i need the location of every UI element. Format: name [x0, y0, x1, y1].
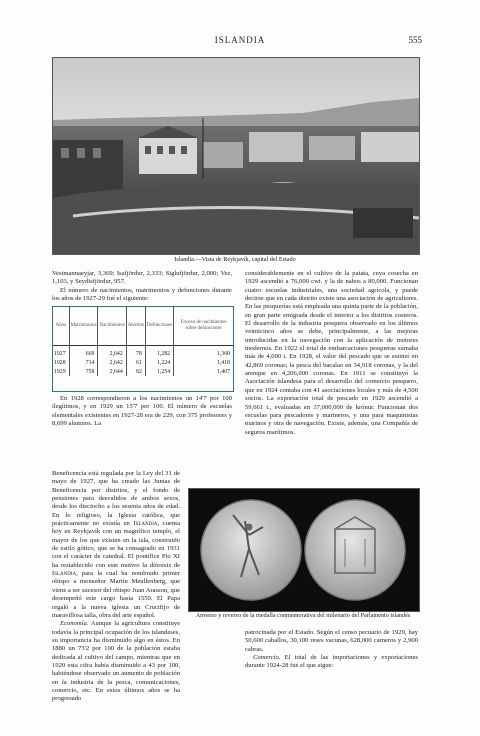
table-cell: 1929 — [54, 369, 66, 375]
body-text: Beneficencia está regulada por la Ley del 31 de mayo de 1927, que ha creado las Juntas de Beneficencia por distritos, y el fondo de pensiones para desvalidos de ambos sexos, desde los dieciocho a los sesenta años de edad. En lo religioso, la Iglesia católica, que prácticamente no existía en — [52, 470, 180, 528]
intro-table-lead: El número de nacimientos, matrimonios y defunciones durante los años de 1927-29 fué el siguiente: — [52, 286, 232, 303]
right-column-body — [245, 270, 418, 437]
body-paragraph — [52, 470, 180, 620]
section-label: Comercio. — [253, 654, 281, 662]
table-cell: 1928 — [54, 360, 66, 366]
medal-photo — [188, 488, 420, 612]
table-cell: 1,224 — [145, 358, 173, 367]
table-header-cell: Matrimonios — [69, 307, 98, 346]
table-cell: 714 — [69, 358, 98, 367]
page-number: 555 — [408, 35, 422, 45]
left-column-body-narrow — [52, 470, 180, 704]
reykjavik-photo-image — [53, 58, 419, 254]
table-cell: 61 — [126, 358, 145, 367]
table-cell: 2,644 — [98, 367, 126, 376]
medal-caption: Anverso y reverso de la medalla conmemorativa del milenario del Parlamento islandés — [195, 612, 411, 619]
left-column-intro — [52, 270, 232, 303]
body-text: , cuenta hoy en Reykjavík con un magnífico templo, el mayor de los que existen en la isla, construido de estilo gótico, que se ha consagrado en 1931 con el carácter de catedral. El pontífice Pío XI ha restablecido con este motivo la diócesis de — [52, 520, 180, 569]
table-header-cell: Exceso de nacimientos sobre defunciones — [174, 307, 233, 346]
section-label: Economía. — [60, 620, 89, 628]
medal-reverse — [305, 500, 405, 600]
table-cell: 2,642 — [98, 346, 126, 359]
body-text: Aunque la agricultura constituye todavía la principal ocupación de los islandeses, su importancia ha disminuido algo en éstos. En 1880 un 73'2 por 100 de la población estaba dedicada al cultivo del campo, mientras que en 1920 esta cifra había disminuido a 43 por 100, habiéndose observado un aumento de población en la industria de la pesca, comunicaciones, comercio, etc. En estos últimos años se ha progresado — [52, 620, 180, 703]
running-header: ISLANDIA — [214, 35, 266, 45]
body-text: El total de las importaciones y exportaciones durante 1924-28 fué el que sigue: — [245, 654, 418, 670]
table-cell: 1,254 — [145, 367, 173, 376]
right-column-bottom — [245, 629, 418, 671]
country-name: Islandia — [133, 520, 158, 528]
body-paragraph: En 1928 correspondieron a los nacimientos un 14'7 por 100 ilegítimos, y en 1929 un 15'7 por 100. El número de escuelas elementales existentes en 1927-28 era de 229, con 375 profesores y 8,699 alumnos. La — [52, 395, 232, 428]
table-row — [53, 358, 233, 367]
table-header-cell: Defunciones — [145, 307, 173, 346]
table-cell: 78 — [126, 346, 145, 359]
intro-text: Vestmannaeyjar, 3,369; Isafjördur, 2,333; Siglufjördur, 2,000; Vez, 1,103, y Seydisfjördur, 957. — [52, 270, 232, 286]
table-cell: 1,360 — [174, 346, 233, 359]
medal-image — [189, 489, 419, 611]
table-cell: 669 — [69, 346, 98, 359]
body-paragraph: considerablemente en el cultivo de la patata, cuya cosecha en 1929 ascendió a 76,000 cwt. y la de nabos a 80,000. Funcionan cuatro escuelas industriales, una sociedad agrícola, y puede decirse que en cada distrito existe una asociación de agricultores. En las pesquerías está empleada una quinta parte de la población, en gran parte emigrada desde el interior a los distritos costeros. El desarrollo de la industria pesquera observado en los últimos veinticinco años se debe, principalmente, a las mejoras introducidas en la navegación con la aplicación de motores modernos. En 1922 el total de embarcaciones pesqueras sumaba más de 4,000 t. En 1928, el valor del pescado que se estimó en 42,869 coronas; la pesca del bacalao en 34,918 coronas, y la del arenque en 4,206,000 coronas. En 1911 se constituyó la Asociación islandesa para el desarrollo del comercio pesquero, que en 1924 contaba con 41 asociaciones locales y más de 4,500 socios. La exportación total de pescado en 1929 ascendió a 59,661 t., evaluadas en 37,000,000 de krónur. Funcionan dos escuelas para pescadores y marineros, y una para maquinistas marinos y otra de navegación. Existe, además, una Compañía de seguros marítimos. — [245, 270, 418, 436]
vital-statistics-table — [52, 306, 234, 392]
table-header-cell: Abortos — [126, 307, 145, 346]
table-cell: 1927 — [54, 351, 66, 357]
table-header-cell: Años — [53, 307, 69, 346]
photo-caption: Islandia.—Vista de Reykjavík, capital del Estado — [174, 256, 296, 263]
table-header-cell: Nacimientos — [98, 307, 126, 346]
table-cell: 1,407 — [174, 367, 233, 376]
economy-paragraph — [52, 620, 180, 703]
body-paragraph: patrocinada por el Estado. Según el censo pecuario de 1929, hay 50,600 caballos, 30,100 reses vacunas, 628,000 carneros y 2,900 cabras. — [245, 629, 418, 653]
commerce-paragraph — [245, 654, 418, 671]
medal-obverse — [201, 500, 301, 600]
country-name: Islandia — [52, 570, 77, 578]
table-row — [53, 367, 233, 376]
table-cell: 82 — [126, 367, 145, 376]
body-text: , para la cual ha nombrado primer obispo a monseñor Martín Meullenberg, que viene a ser sucesor del obispo Juan Arasson, que desempeñó este cargo hasta 1550. El Papa regaló a la nueva iglesia un Crucifijo de maravillosa talla, obra del arte español. — [52, 570, 180, 619]
table-header-row — [53, 307, 233, 346]
table-cell: 758 — [69, 367, 98, 376]
table-cell: 2,642 — [98, 358, 126, 367]
reykjavik-photo — [52, 57, 420, 255]
table-row — [53, 346, 233, 359]
table-cell: 1,282 — [145, 346, 173, 359]
left-column-body-top — [52, 395, 232, 428]
table-cell: 1,418 — [174, 358, 233, 367]
